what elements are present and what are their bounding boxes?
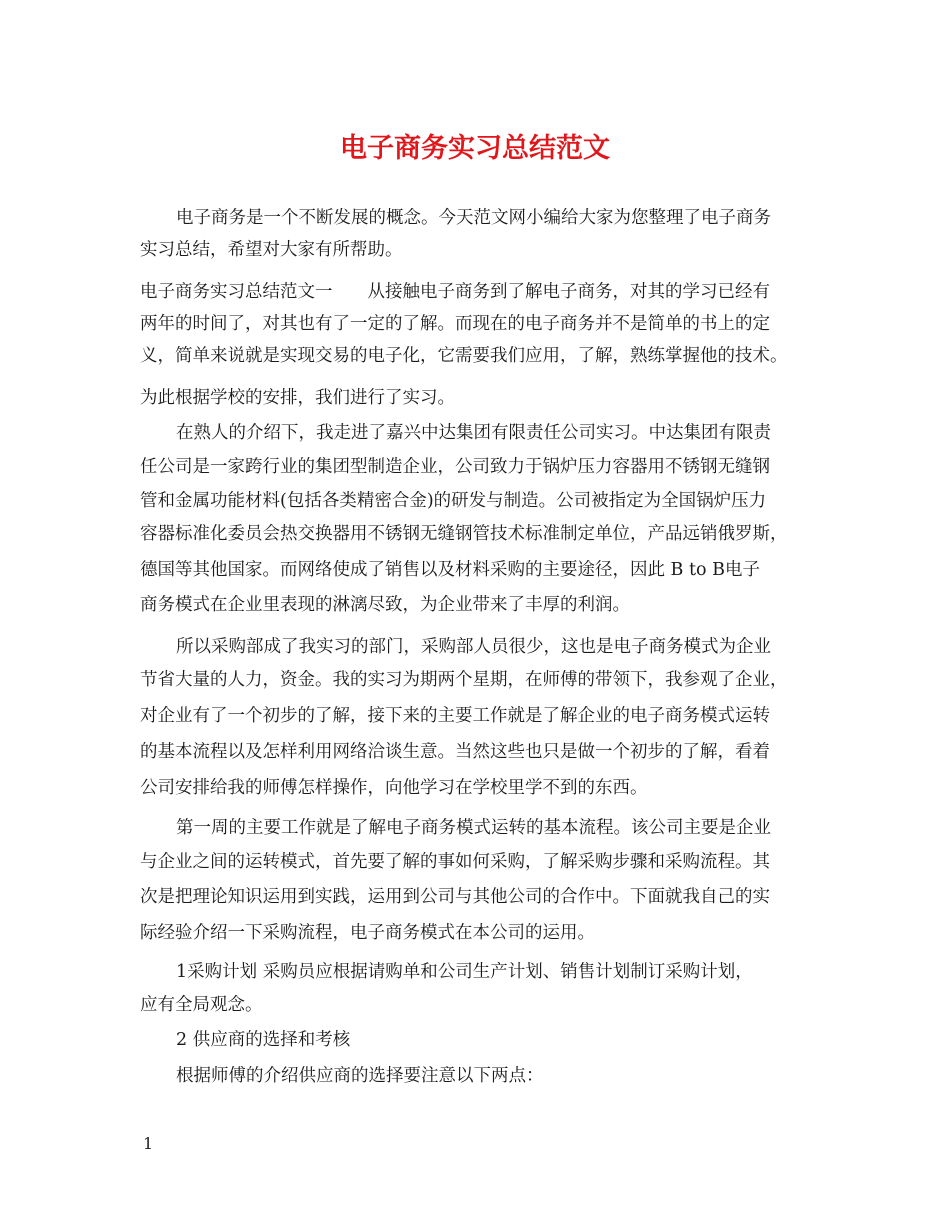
body-line: 公司安排给我的师傅怎样操作，向他学习在学校里学不到的东西。 [140, 778, 648, 798]
body-line: 应有全局观念。 [140, 995, 263, 1015]
page-number: 1 [143, 1134, 154, 1153]
body-line: 实习总结，希望对大家有所帮助。 [140, 240, 403, 260]
body-line: 节省大量的人力，资金。我的实习为期两个星期，在师傅的带领下，我参观了企业， [140, 670, 788, 690]
body-line: 根据师傅的介绍供应商的选择要注意以下两点： [176, 1066, 544, 1086]
body-line: 电子商务实习总结范文一 从接触电子商务到了解电子商务，对其的学习已经有 [140, 282, 770, 302]
body-line: 德国等其他国家。而网络使成了销售以及材料采购的主要途径，因此 B to B电子 [140, 560, 760, 580]
body-line: 1采购计划 采购员应根据请购单和公司生产计划、销售计划制订采购计划， [176, 962, 753, 982]
body-line: 商务模式在企业里表现的淋漓尽致，为企业带来了丰厚的利润。 [140, 595, 630, 615]
body-line: 任公司是一家跨行业的集团型制造企业，公司致力于锅炉压力容器用不锈钢无缝钢 [140, 457, 770, 477]
body-line: 容器标准化委员会热交换器用不锈钢无缝钢管技术标准制定单位，产品远销俄罗斯， [140, 524, 788, 544]
body-line: 次是把理论知识运用到实践，运用到公司与其他公司的合作中。下面就我自己的实 [140, 887, 770, 907]
body-line: 2 供应商的选择和考核 [176, 1030, 351, 1050]
body-line: 管和金属功能材料(包括各类精密合金)的研发与制造。公司被指定为全国锅炉压力 [140, 491, 767, 511]
body-line: 所以采购部成了我实习的部门，采购部人员很少，这也是电子商务模式为企业 [176, 637, 771, 657]
body-line: 为此根据学校的安排，我们进行了实习。 [140, 388, 455, 408]
body-line: 两年的时间了，对其也有了一定的了解。而现在的电子商务并不是简单的书上的定 [140, 314, 770, 334]
body-line: 对企业有了一个初步的了解，接下来的主要工作就是了解企业的电子商务模式运转 [140, 706, 770, 726]
body-line: 第一周的主要工作就是了解电子商务模式运转的基本流程。该公司主要是企业 [176, 818, 771, 838]
body-line: 与企业之间的运转模式，首先要了解的事如何采购，了解采购步骤和采购流程。其 [140, 852, 770, 872]
body-line: 际经验介绍一下采购流程，电子商务模式在本公司的运用。 [140, 923, 595, 943]
body-line: 在熟人的介绍下，我走进了嘉兴中达集团有限责任公司实习。中达集团有限责 [176, 423, 771, 443]
body-line: 的基本流程以及怎样利用网络洽谈生意。当然这些也只是做一个初步的了解，看着 [140, 742, 770, 762]
body-line: 电子商务是一个不断发展的概念。今天范文网小编给大家为您整理了电子商务 [176, 208, 771, 228]
document-title: 电子商务实习总结范文 [340, 133, 610, 164]
body-line: 义，简单来说就是实现交易的电子化，它需要我们应用，了解，熟练掌握他的技术。 [140, 346, 788, 366]
